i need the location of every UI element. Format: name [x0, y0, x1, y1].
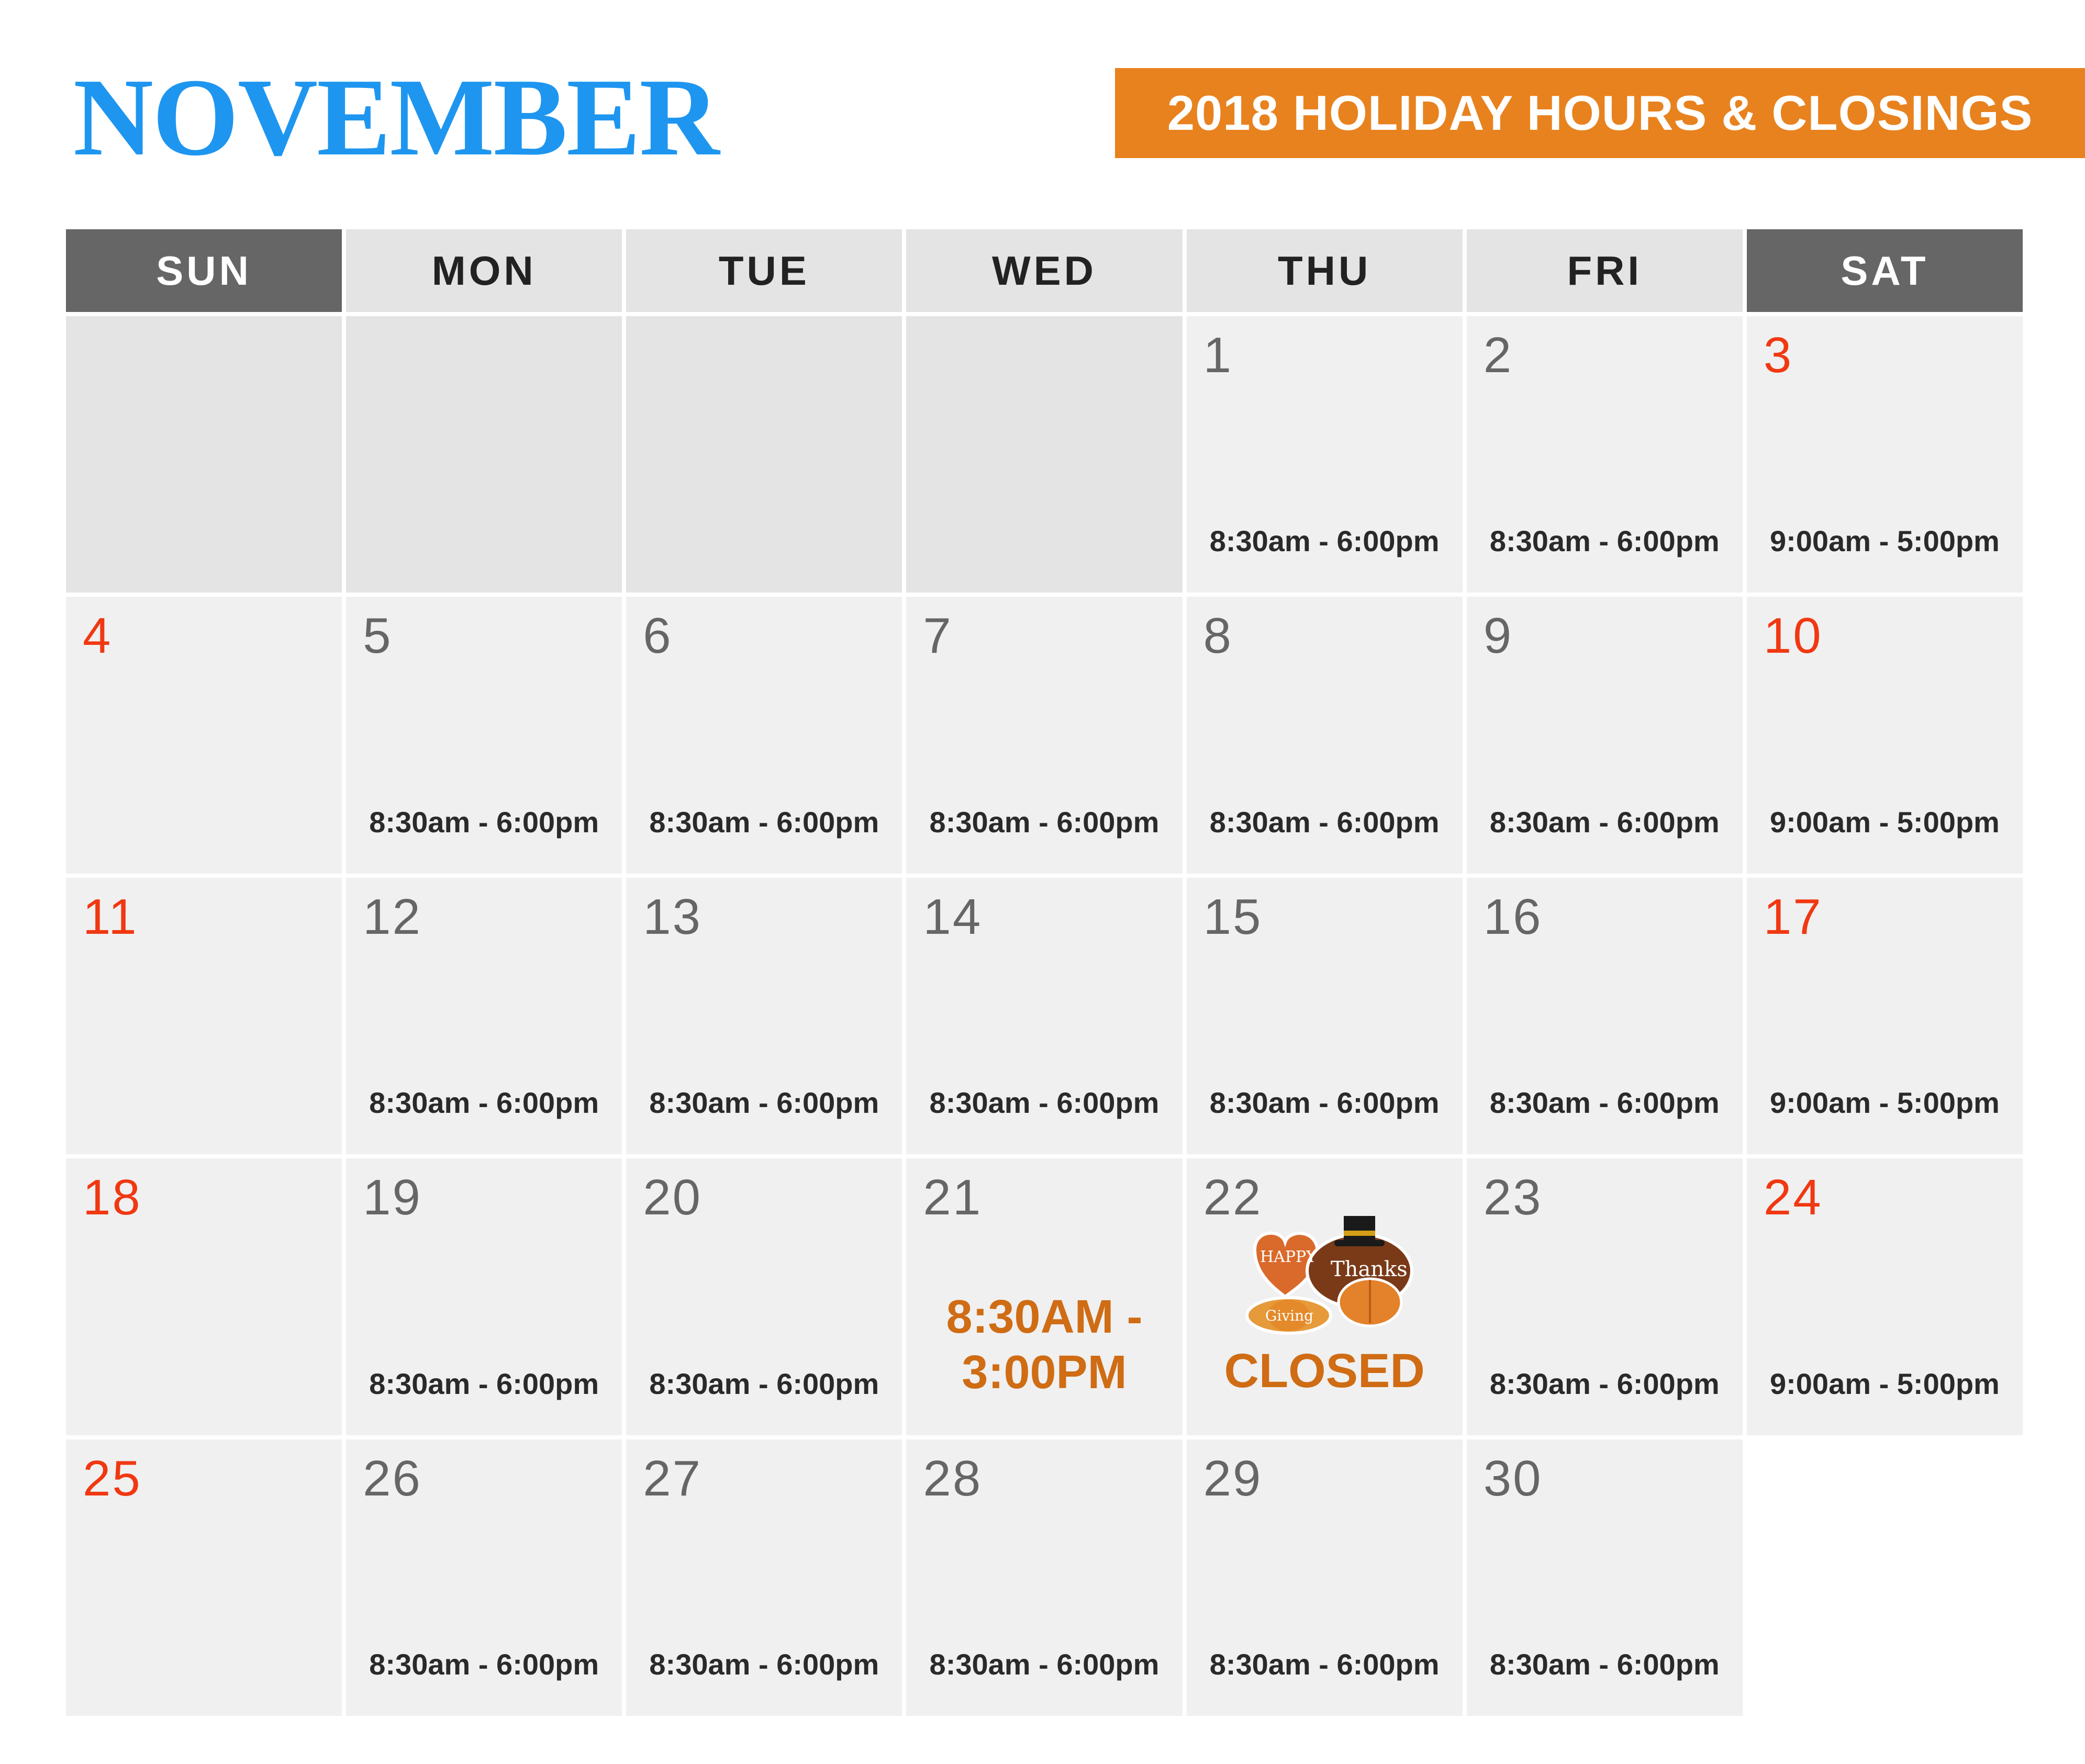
day-cell	[66, 1439, 342, 1716]
day-cell	[626, 1158, 902, 1435]
empty-day-cell	[626, 316, 902, 593]
day-number: 22	[1203, 1169, 1263, 1226]
day-hours: 8:30am - 6:00pm	[649, 1648, 879, 1681]
day-number: 1	[1203, 327, 1233, 383]
day-number: 25	[83, 1450, 142, 1506]
day-number: 3	[1763, 327, 1793, 383]
empty-day-cell	[346, 316, 622, 593]
day-hours: 8:30am - 6:00pm	[1489, 1086, 1720, 1120]
empty-day-cell	[906, 316, 1182, 593]
day-cell	[66, 597, 342, 873]
day-hours: 8:30am - 6:00pm	[649, 1367, 879, 1400]
day-cell	[1187, 1439, 1463, 1716]
day-number: 16	[1483, 888, 1543, 945]
weekday-header-sat: SAT	[1747, 229, 2023, 312]
day-number: 20	[643, 1169, 703, 1226]
day-number: 5	[363, 608, 393, 664]
month-title: NOVEMBER	[73, 55, 719, 178]
weekday-header-fri: FRI	[1467, 229, 1743, 312]
day-number: 11	[83, 888, 138, 945]
day-hours: 8:30am - 6:00pm	[1489, 805, 1720, 839]
day-cell	[346, 1439, 622, 1716]
day-hours: 9:00am - 5:00pm	[1769, 1086, 2000, 1120]
day-hours: 9:00am - 5:00pm	[1769, 1367, 2000, 1400]
day-number: 8	[1203, 608, 1233, 664]
day-number: 17	[1763, 888, 1823, 945]
day-number: 2	[1483, 327, 1513, 383]
day-number: 28	[923, 1450, 983, 1506]
day-cell	[1467, 316, 1743, 593]
day-hours: 8:30am - 6:00pm	[929, 1648, 1159, 1681]
day-cell	[1467, 1439, 1743, 1716]
day-hours: 8:30am - 6:00pm	[369, 1648, 599, 1681]
day-cell	[906, 1439, 1182, 1716]
weekday-header-sun: SUN	[66, 229, 342, 312]
sticker-text-happy: HAPPY	[1259, 1248, 1317, 1267]
day-cell	[1747, 878, 2023, 1154]
day-hours: 9:00am - 5:00pm	[1769, 805, 2000, 839]
day-cell	[1467, 597, 1743, 873]
day-hours: 8:30am - 6:00pm	[1489, 524, 1720, 558]
day-hours: 8:30am - 6:00pm	[649, 805, 879, 839]
early-close-hours	[906, 1289, 1182, 1400]
day-number: 23	[1483, 1169, 1543, 1226]
day-cell	[906, 597, 1182, 873]
blank-cell	[1747, 1439, 2023, 1716]
day-cell	[906, 878, 1182, 1154]
thanksgiving-sticker-icon	[1239, 1211, 1417, 1336]
day-cell	[1187, 878, 1463, 1154]
weekday-header-thu: THU	[1187, 229, 1463, 312]
day-hours: 8:30am - 6:00pm	[929, 805, 1159, 839]
day-cell	[66, 878, 342, 1154]
day-number: 12	[363, 888, 422, 945]
day-hours: 9:00am - 5:00pm	[1769, 524, 2000, 558]
day-cell	[1747, 597, 2023, 873]
day-number: 15	[1203, 888, 1263, 945]
day-hours: 8:30am - 6:00pm	[1209, 805, 1440, 839]
day-number: 26	[363, 1450, 422, 1506]
weekday-header-mon: MON	[346, 229, 622, 312]
day-cell	[626, 878, 902, 1154]
day-cell	[346, 597, 622, 873]
day-hours: 8:30am - 6:00pm	[929, 1086, 1159, 1120]
day-cell	[1187, 597, 1463, 873]
day-number: 18	[83, 1169, 142, 1226]
day-number: 7	[923, 608, 953, 664]
day-number: 21	[923, 1169, 983, 1226]
day-cell	[346, 1158, 622, 1435]
empty-day-cell	[66, 316, 342, 593]
day-number: 30	[1483, 1450, 1543, 1506]
day-cell	[1187, 316, 1463, 593]
day-cell	[906, 1158, 1182, 1435]
day-number: 14	[923, 888, 983, 945]
sticker-text-thanks: Thanks	[1330, 1257, 1408, 1282]
day-cell	[1187, 1158, 1463, 1435]
day-cell	[1747, 316, 2023, 593]
day-hours: 8:30am - 6:00pm	[369, 1086, 599, 1120]
holiday-hours-banner: 2018 HOLIDAY HOURS & CLOSINGS	[1115, 68, 2085, 158]
day-number: 4	[83, 608, 113, 664]
day-cell	[1747, 1158, 2023, 1435]
day-hours: 8:30am - 6:00pm	[369, 805, 599, 839]
weekday-header-tue: TUE	[626, 229, 902, 312]
calendar-grid	[66, 229, 2023, 1716]
closed-label: CLOSED	[1224, 1344, 1425, 1398]
day-number: 10	[1763, 608, 1823, 664]
day-hours: 8:30am - 6:00pm	[1209, 1086, 1440, 1120]
day-hours: 8:30am - 6:00pm	[369, 1367, 599, 1400]
day-hours: 8:30am - 6:00pm	[1489, 1367, 1720, 1400]
day-number: 29	[1203, 1450, 1263, 1506]
early-close-hours-line: 3:00PM	[962, 1346, 1127, 1399]
day-number: 6	[643, 608, 673, 664]
day-cell	[1467, 1158, 1743, 1435]
early-close-hours-line: 8:30AM -	[946, 1291, 1143, 1344]
day-number: 9	[1483, 608, 1513, 664]
day-cell	[346, 878, 622, 1154]
day-hours: 8:30am - 6:00pm	[1209, 524, 1440, 558]
day-number: 13	[643, 888, 703, 945]
day-cell	[626, 1439, 902, 1716]
sticker-text-giving: Giving	[1265, 1307, 1313, 1325]
day-cell	[1467, 878, 1743, 1154]
day-hours: 8:30am - 6:00pm	[1209, 1648, 1440, 1681]
weekday-header-wed: WED	[906, 229, 1182, 312]
day-hours: 8:30am - 6:00pm	[1489, 1648, 1720, 1681]
day-number: 24	[1763, 1169, 1823, 1226]
day-hours: 8:30am - 6:00pm	[649, 1086, 879, 1120]
day-cell	[66, 1158, 342, 1435]
day-number: 27	[643, 1450, 703, 1506]
day-number: 19	[363, 1169, 422, 1226]
day-cell	[626, 597, 902, 873]
